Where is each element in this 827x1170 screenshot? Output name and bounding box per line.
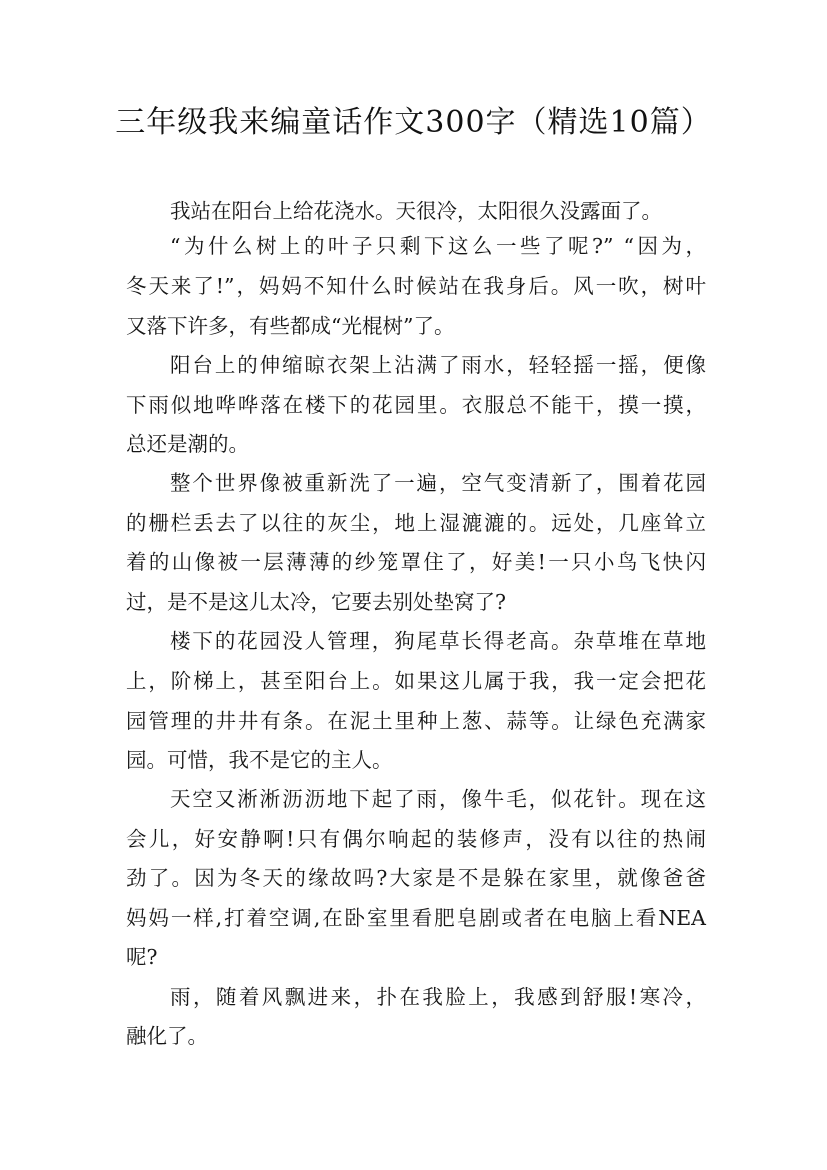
paragraph-line: 整个世界像被重新洗了一遍，空气变清新了，围着花园 (170, 471, 706, 495)
paragraph-line: 园管理的井井有条。在泥土里种上葱、蒜等。让绿色充满家 (126, 709, 706, 733)
paragraph-line: 又落下许多，有些都成“光棍树”了。 (126, 314, 455, 338)
document-title: 三年级我来编童话作文300字（精选10篇） (115, 105, 712, 140)
paragraph-line: “为什么树上的叶子只剩下这么一些了呢?” “因为， (170, 234, 706, 258)
paragraph-line: 妈妈一样,打着空调,在卧室里看肥皂剧或者在电脑上看NEA (126, 906, 706, 930)
paragraph-line: 融化了。 (126, 1024, 208, 1048)
paragraph-line: 下雨似地哗哗落在楼下的花园里。衣服总不能干，摸一摸， (126, 393, 706, 417)
paragraph-line: 着的山像被一层薄薄的纱笼罩住了，好美!一只小鸟飞快闪 (126, 550, 706, 574)
paragraph-line: 楼下的花园没人管理，狗尾草长得老高。杂草堆在草地 (170, 629, 706, 653)
paragraph-line: 我站在阳台上给花浇水。天很冷，太阳很久没露面了。 (170, 199, 662, 223)
paragraph-line: 天空又淅淅沥沥地下起了雨，像牛毛，似花针。现在这 (170, 787, 706, 811)
paragraph-line: 总还是潮的。 (126, 432, 249, 456)
paragraph-line: 上，阶梯上，甚至阳台上。如果这儿属于我，我一定会把花 (126, 669, 706, 693)
paragraph-line: 会儿，好安静啊!只有偶尔响起的装修声，没有以往的热闹 (126, 827, 706, 851)
paragraph-line: 呢? (126, 945, 158, 969)
paragraph-line: 阳台上的伸缩晾衣架上沾满了雨水，轻轻摇一摇，便像 (170, 353, 706, 377)
paragraph-line: 雨，随着风飘进来，扑在我脸上，我感到舒服!寒冷， (170, 985, 706, 1009)
paragraph-line: 的栅栏丢去了以往的灰尘，地上湿漉漉的。远处，几座耸立 (126, 511, 706, 535)
paragraph-line: 过，是不是这儿太冷，它要去别处垫窝了? (126, 590, 506, 614)
paragraph-line: 园。可惜，我不是它的主人。 (126, 748, 393, 772)
paragraph-line: 冬天来了!”，妈妈不知什么时候站在我身后。风一吹，树叶 (126, 274, 706, 298)
paragraph-line: 劲了。因为冬天的缘故吗?大家是不是躲在家里，就像爸爸 (126, 866, 706, 890)
